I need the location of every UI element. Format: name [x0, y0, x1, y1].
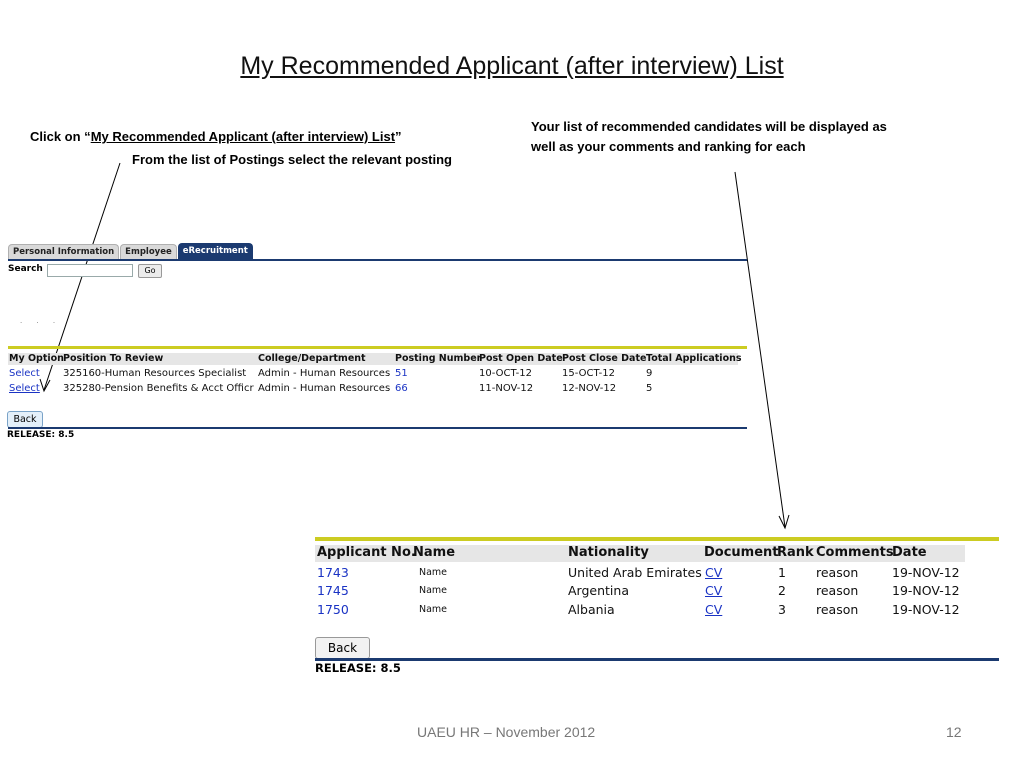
department-cell: Admin - Human Resources [258, 383, 391, 394]
col-rank: Rank [777, 545, 814, 560]
back-button[interactable]: Back [315, 637, 370, 659]
callout-suffix: ” [395, 129, 402, 144]
callout-right-line-2: well as your comments and ranking for each [531, 139, 806, 154]
position-cell: 325280-Pension Benefits & Acct Officr [63, 383, 254, 394]
close-date-cell: 12-NOV-12 [562, 383, 617, 394]
col-applicant-no: Applicant No. [317, 545, 416, 560]
arrow-to-select-head [40, 379, 50, 391]
release-label: RELEASE: 8.5 [315, 661, 401, 675]
rank-cell: 1 [778, 565, 786, 580]
date-cell: 19-NOV-12 [892, 602, 960, 617]
open-date-cell: 10-OCT-12 [479, 368, 532, 379]
col-my-option: My Option [9, 353, 64, 364]
comments-cell: reason [816, 565, 859, 580]
select-link[interactable]: Select [9, 383, 40, 394]
col-nationality: Nationality [568, 545, 649, 560]
col-post-close-date: Post Close Date [562, 353, 647, 364]
tab-personal-information[interactable]: Personal Information [8, 244, 119, 260]
tab-bar [8, 242, 254, 259]
total-applications-cell: 5 [646, 383, 653, 394]
col-position-to-review: Position To Review [63, 353, 164, 364]
footer-separator [8, 427, 747, 429]
department-cell: Admin - Human Resources [258, 368, 391, 379]
yellow-separator [8, 346, 747, 349]
cv-link[interactable]: CV [705, 583, 723, 598]
col-date: Date [892, 545, 927, 560]
release-label: RELEASE: 8.5 [7, 430, 75, 440]
callout-right-line-1: Your list of recommended candidates will be displayed as [531, 119, 887, 134]
nationality-cell: Albania [568, 602, 615, 617]
posting-number-link[interactable]: 51 [395, 368, 408, 379]
cv-link[interactable]: CV [705, 602, 723, 617]
applicant-number-link[interactable]: 1745 [317, 583, 349, 598]
slide-footer: UAEU HR – November 2012 [417, 724, 596, 740]
applicant-name: Name [419, 585, 448, 596]
tab-bar-underline [8, 259, 747, 261]
total-applications-cell: 9 [646, 368, 653, 379]
search-input[interactable] [47, 264, 133, 277]
comments-cell: reason [816, 583, 859, 598]
rank-cell: 3 [778, 602, 786, 617]
open-date-cell: 11-NOV-12 [479, 383, 534, 394]
col-name: Name [413, 545, 456, 560]
back-button[interactable]: Back [7, 411, 43, 428]
cv-link[interactable]: CV [705, 565, 723, 580]
rank-cell: 2 [778, 583, 786, 598]
footer-separator [315, 658, 999, 661]
page-number: 12 [946, 724, 962, 740]
ellipsis-dots: . . . [20, 316, 62, 325]
callout-select-posting: From the list of Postings select the relevant posting [132, 152, 452, 167]
col-post-open-date: Post Open Date [479, 353, 563, 364]
applicant-name: Name [419, 604, 448, 615]
applicant-name: Name [419, 567, 448, 578]
yellow-separator [315, 537, 999, 541]
go-button[interactable]: Go [138, 264, 162, 278]
tab-employee[interactable]: Employee [120, 244, 177, 260]
col-document: Document [704, 545, 779, 560]
slide-title: My Recommended Applicant (after interview) List [240, 52, 784, 80]
col-college-department: College/Department [258, 353, 366, 364]
arrow-to-applicant-list [735, 172, 785, 527]
col-total-applications: Total Applications [646, 353, 742, 364]
callout-link-text: My Recommended Applicant (after interview) List [90, 129, 396, 144]
applicant-number-link[interactable]: 1743 [317, 565, 349, 580]
date-cell: 19-NOV-12 [892, 565, 960, 580]
col-posting-number: Posting Number [395, 353, 482, 364]
col-comments: Comments [816, 545, 894, 560]
applicant-number-link[interactable]: 1750 [317, 602, 349, 617]
callout-prefix: Click on “ [30, 129, 91, 144]
posting-number-link[interactable]: 66 [395, 383, 408, 394]
comments-cell: reason [816, 602, 859, 617]
close-date-cell: 15-OCT-12 [562, 368, 615, 379]
date-cell: 19-NOV-12 [892, 583, 960, 598]
tab-erecruitment[interactable]: eRecruitment [178, 243, 253, 260]
position-cell: 325160-Human Resources Specialist [63, 368, 247, 379]
search-label: Search [8, 264, 43, 274]
nationality-cell: Argentina [568, 583, 629, 598]
select-link[interactable]: Select [9, 368, 40, 379]
nationality-cell: United Arab Emirates [568, 565, 702, 580]
